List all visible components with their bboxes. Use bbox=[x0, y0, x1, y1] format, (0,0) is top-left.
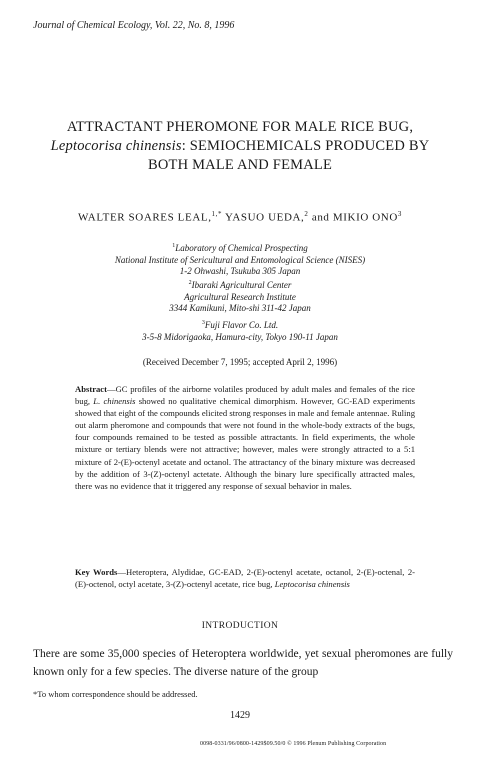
affiliation-2-line-1 bbox=[0, 278, 480, 292]
footnote: *To whom correspondence should be addressed. bbox=[33, 689, 198, 699]
journal-citation: Journal of Chemical Ecology, Vol. 22, No. 8, 1996 bbox=[33, 20, 235, 31]
affiliation-2-line-1-text: Ibaraki Agricultural Center bbox=[191, 280, 292, 290]
page-number: 1429 bbox=[230, 710, 250, 721]
abstract-text-a: —GC profiles of the airborne volatiles produced by adult males and females of the rice bug, bbox=[75, 384, 415, 407]
title-line-1: ATTRACTANT PHEROMONE FOR MALE RICE BUG, bbox=[66, 119, 414, 135]
affiliation-3-line-1-text: Fuji Flavor Co. Ltd. bbox=[204, 320, 279, 330]
affiliation-1-line-3: 1-2 Ohwashi, Tsukuba 305 Japan bbox=[179, 266, 301, 276]
copyright-line: 0098-0331/96/0800-1429$09.50/0 © 1996 Plenum Publishing Corporation bbox=[200, 741, 387, 747]
affiliation-3-line-2: 3-5-8 Midorigaoka, Hamura-city, Tokyo 190-11 Japan bbox=[142, 331, 338, 342]
intro-paragraph: There are some 35,000 species of Heteroptera worldwide, yet sexual pheromones are fully known only for a few species. The diverse nature of the group bbox=[33, 648, 453, 678]
author-1: WALTER SOARES LEAL, bbox=[78, 211, 212, 224]
keywords-text: —Heteroptera, Alydidae, GC-EAD, 2-(E)-octenyl acetate, octanol, 2-(E)-octenal, 2-(E)-octenol, octyl acetate, 3-(Z)-octenyl acetate, rice bug, bbox=[75, 567, 415, 590]
abstract bbox=[75, 383, 415, 492]
author-1-marker: 1,* bbox=[211, 210, 223, 218]
title-line-2 bbox=[0, 137, 480, 156]
affiliation-3-marker: 3 bbox=[201, 320, 205, 326]
paper-title bbox=[0, 118, 480, 175]
keywords-species: Leptocorisa chinensis bbox=[274, 579, 350, 590]
affiliation-3 bbox=[0, 318, 480, 343]
received-date: (Received December 7, 1995; accepted April 2, 1996) bbox=[142, 357, 338, 367]
affiliation-2 bbox=[0, 278, 480, 315]
abstract-species: L. chinensis bbox=[93, 396, 136, 407]
affiliation-2-marker: 2 bbox=[188, 280, 192, 286]
affiliation-1-line-1-text: Laboratory of Chemical Prospecting bbox=[175, 243, 308, 253]
author-2-marker: 2 bbox=[304, 210, 309, 218]
section-heading: INTRODUCTION bbox=[201, 621, 279, 631]
title-species: Leptocorisa chinensis bbox=[50, 138, 182, 154]
keywords-label: Key Words bbox=[75, 567, 118, 577]
author-3: and MIKIO ONO bbox=[308, 211, 398, 224]
affiliation-1-marker: 1 bbox=[172, 243, 176, 249]
title-line-3: BOTH MALE AND FEMALE bbox=[147, 157, 333, 173]
affiliation-1-line-1 bbox=[0, 241, 480, 255]
affiliation-3-line-1 bbox=[0, 318, 480, 332]
affiliation-1 bbox=[0, 241, 480, 278]
title-line-2-rest: : SEMIOCHEMICALS PRODUCED BY bbox=[181, 138, 430, 154]
affiliation-1-line-2: National Institute of Sericultural and Entomological Science (NISES) bbox=[114, 254, 366, 265]
abstract-text-b: showed no qualitative chemical dimorphism. However, GC-EAD experiments showed that eight of the compounds elicited strong responses in male and female antennae. Ruling out alarm pheromone and compounds that were not found in the whole-body extracts of the bugs, four compounds remained to be tested as possible attractants. In field experiments, the whole mixture or tertiary blends were not attractive; however, males were strongly attracted to a 5:1 mixture of 2-(E)-octenyl acetate and octanol. The attractancy of the binary mixture was decreased by the addition of 3-(Z)-octenyl actetate. Although the binary lure specifically attracted males, there was no evidence that it triggered any response of sexual behavior in males. bbox=[75, 396, 416, 491]
affiliation-2-line-2: Agricultural Research Institute bbox=[184, 291, 296, 302]
abstract-label: Abstract bbox=[75, 384, 107, 394]
author-2: YASUO UEDA, bbox=[222, 211, 305, 224]
author-list bbox=[0, 210, 480, 224]
keywords bbox=[75, 566, 415, 590]
affiliation-2-line-3: 3344 Kamikuni, Mito-shi 311-42 Japan bbox=[169, 303, 311, 313]
author-3-marker: 3 bbox=[397, 210, 402, 218]
